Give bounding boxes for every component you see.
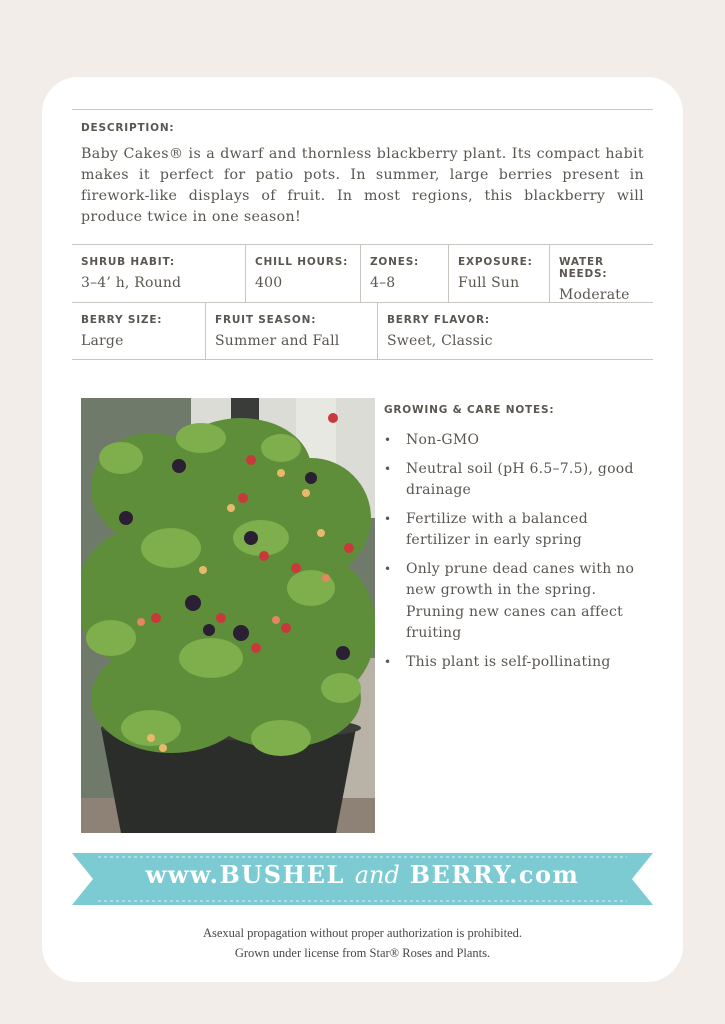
care-note-text: Fertilize with a balanced fertilizer in early spring [406, 510, 588, 548]
attribute-value: 3–4’ h, Round [81, 275, 182, 291]
list-item: • Fertilize with a balanced fertilizer in early spring [384, 510, 588, 548]
attribute-label: EXPOSURE: [458, 256, 533, 268]
list-item: • Non-GMO [384, 432, 480, 448]
description-label: DESCRIPTION: [81, 122, 175, 134]
description-section [72, 109, 653, 244]
attribute-value: 4–8 [370, 275, 396, 291]
url-suffix: .com [509, 860, 580, 889]
attribute-label: BERRY FLAVOR: [387, 314, 490, 326]
attributes-row-2 [72, 302, 653, 360]
footer-legal [42, 923, 683, 963]
attribute-value: Sweet, Classic [387, 333, 493, 349]
url-prefix: www. [145, 860, 220, 889]
attribute-value: 400 [255, 275, 283, 291]
url-brand-berry: BERRY [409, 860, 510, 889]
berry-flavor-cell [377, 303, 653, 359]
attribute-label: ZONES: [370, 256, 420, 268]
attribute-label: CHILL HOURS: [255, 256, 349, 268]
care-note-text: This plant is self-pollinating [406, 653, 611, 670]
berry-size-cell [72, 303, 205, 359]
care-note-text: Only prune dead canes with no new growth in the spring. Pruning new canes can affect fruiting [406, 560, 635, 641]
zones-cell [360, 245, 448, 302]
fruit-season-cell [205, 303, 377, 359]
shrub-habit-cell [72, 245, 245, 302]
attribute-value: Summer and Fall [215, 333, 340, 349]
url-brand-bushel: BUSHEL [219, 860, 345, 889]
attribute-value: Large [81, 333, 124, 349]
attribute-label: SHRUB HABIT: [81, 256, 175, 268]
attribute-value: Moderate [559, 287, 630, 303]
attributes-row-1 [72, 244, 653, 302]
list-item: • This plant is self-pollinating [384, 653, 611, 670]
legal-line-2: Grown under license from Star® Roses and Plants. [234, 946, 491, 960]
exposure-cell [448, 245, 549, 302]
care-notes-label: GROWING & CARE NOTES: [384, 404, 555, 416]
care-note-text: Neutral soil (pH 6.5–7.5), good drainage [406, 460, 634, 498]
care-notes-list [384, 430, 654, 673]
list-item: • Neutral soil (pH 6.5–7.5), good drainage [384, 460, 634, 498]
description-text: Baby Cakes® is a dwarf and thornless blackberry plant. Its compact habit makes it perfect for patio pots. In summer, large berries present in firework-like displays of fruit. In most regions, this blackberry will produce twice in one season! [81, 146, 644, 225]
list-item: • Only prune dead canes with no new growth in the spring. Pruning new canes can affect fruiting [384, 560, 635, 641]
website-banner[interactable] [72, 851, 653, 907]
chill-hours-cell [245, 245, 360, 302]
url-brand-and: and [354, 861, 400, 889]
attribute-value: Full Sun [458, 275, 520, 291]
plant-info-card [42, 77, 683, 982]
water-needs-cell [549, 245, 653, 302]
card-content [72, 109, 653, 670]
care-notes-section [384, 404, 654, 680]
website-url[interactable] [72, 860, 653, 889]
legal-line-1: Asexual propagation without proper authorization is prohibited. [202, 926, 523, 940]
blackberry-plant-photo [81, 398, 375, 833]
lower-section [72, 398, 653, 833]
care-note-text: Non-GMO [406, 432, 480, 448]
attribute-label: FRUIT SEASON: [215, 314, 317, 326]
attribute-label: BERRY SIZE: [81, 314, 163, 326]
attribute-label: WATER NEEDS: [559, 256, 608, 280]
